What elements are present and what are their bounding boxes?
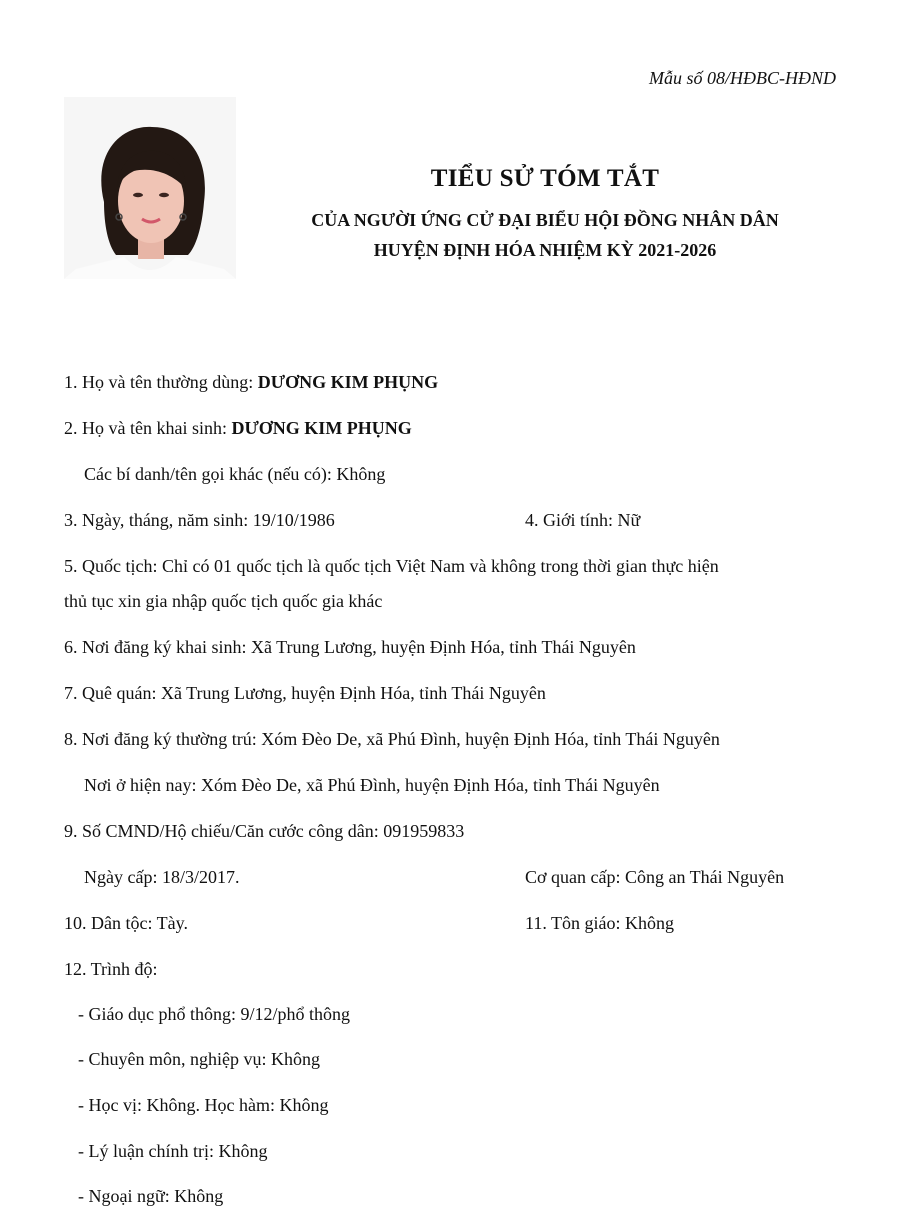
field-id-number: 9. Số CMND/Hộ chiếu/Căn cước công dân: 091959833: [64, 821, 465, 841]
field-nationality-line1: 5. Quốc tịch: Chỉ có 01 quốc tịch là quốc tịch Việt Nam và không trong thời gian thực hiện: [64, 556, 719, 576]
form-code: Mẫu số 08/HĐBC-HĐND: [649, 68, 836, 88]
field-political-theory: - Lý luận chính trị: Không: [78, 1141, 268, 1161]
portrait-photo: [64, 97, 236, 359]
field-ethnicity: 10. Dân tộc: Tày.: [64, 913, 188, 933]
field-hometown: 7. Quê quán: Xã Trung Lương, huyện Định Hóa, tỉnh Thái Nguyên: [64, 683, 546, 703]
common-name-label: 1. Họ và tên thường dùng:: [64, 372, 258, 392]
field-dob: 3. Ngày, tháng, năm sinh: 19/10/1986: [64, 510, 335, 530]
birth-name-value: DƯƠNG KIM PHỤNG: [231, 418, 412, 438]
field-gender: 4. Giới tính: Nữ: [525, 510, 641, 530]
field-permanent-residence: 8. Nơi đăng ký thường trú: Xóm Đèo De, xã Phú Đình, huyện Định Hóa, tỉnh Thái Nguyên: [64, 729, 720, 749]
field-issuing-agency: Cơ quan cấp: Công an Thái Nguyên: [525, 867, 785, 887]
field-foreign-language: - Ngoại ngữ: Không: [78, 1186, 224, 1206]
field-birth-registration: 6. Nơi đăng ký khai sinh: Xã Trung Lương, huyện Định Hóa, tỉnh Thái Nguyên: [64, 637, 636, 657]
document-title: TIỂU SỬ TÓM TẮT: [430, 165, 660, 192]
birth-name-label: 2. Họ và tên khai sinh:: [64, 418, 232, 438]
common-name-value: DƯƠNG KIM PHỤNG: [257, 372, 439, 392]
field-aliases: Các bí danh/tên gọi khác (nếu có): Không: [84, 464, 386, 484]
field-birth-name: [64, 418, 412, 439]
field-current-residence: Nơi ở hiện nay: Xóm Đèo De, xã Phú Đình, huyện Định Hóa, tỉnh Thái Nguyên: [84, 775, 660, 795]
field-general-education: - Giáo dục phổ thông: 9/12/phổ thông: [78, 1004, 350, 1024]
field-academic-degree: - Học vị: Không. Học hàm: Không: [78, 1095, 329, 1115]
field-religion: 11. Tôn giáo: Không: [525, 913, 674, 933]
document-subtitle-line1: CỦA NGƯỜI ỨNG CỬ ĐẠI BIỂU HỘI ĐỒNG NHÂN DÂN: [311, 210, 779, 230]
field-professional: - Chuyên môn, nghiệp vụ: Không: [78, 1049, 320, 1069]
field-common-name: [64, 372, 438, 393]
document-subtitle-line2: HUYỆN ĐỊNH HÓA NHIỆM KỲ 2021-2026: [373, 240, 717, 260]
title-block: [250, 165, 840, 265]
field-issue-date: Ngày cấp: 18/3/2017.: [84, 867, 240, 887]
field-nationality-line2: thủ tục xin gia nhập quốc tịch quốc gia khác: [64, 591, 383, 611]
field-education-heading: 12. Trình độ:: [64, 959, 158, 979]
